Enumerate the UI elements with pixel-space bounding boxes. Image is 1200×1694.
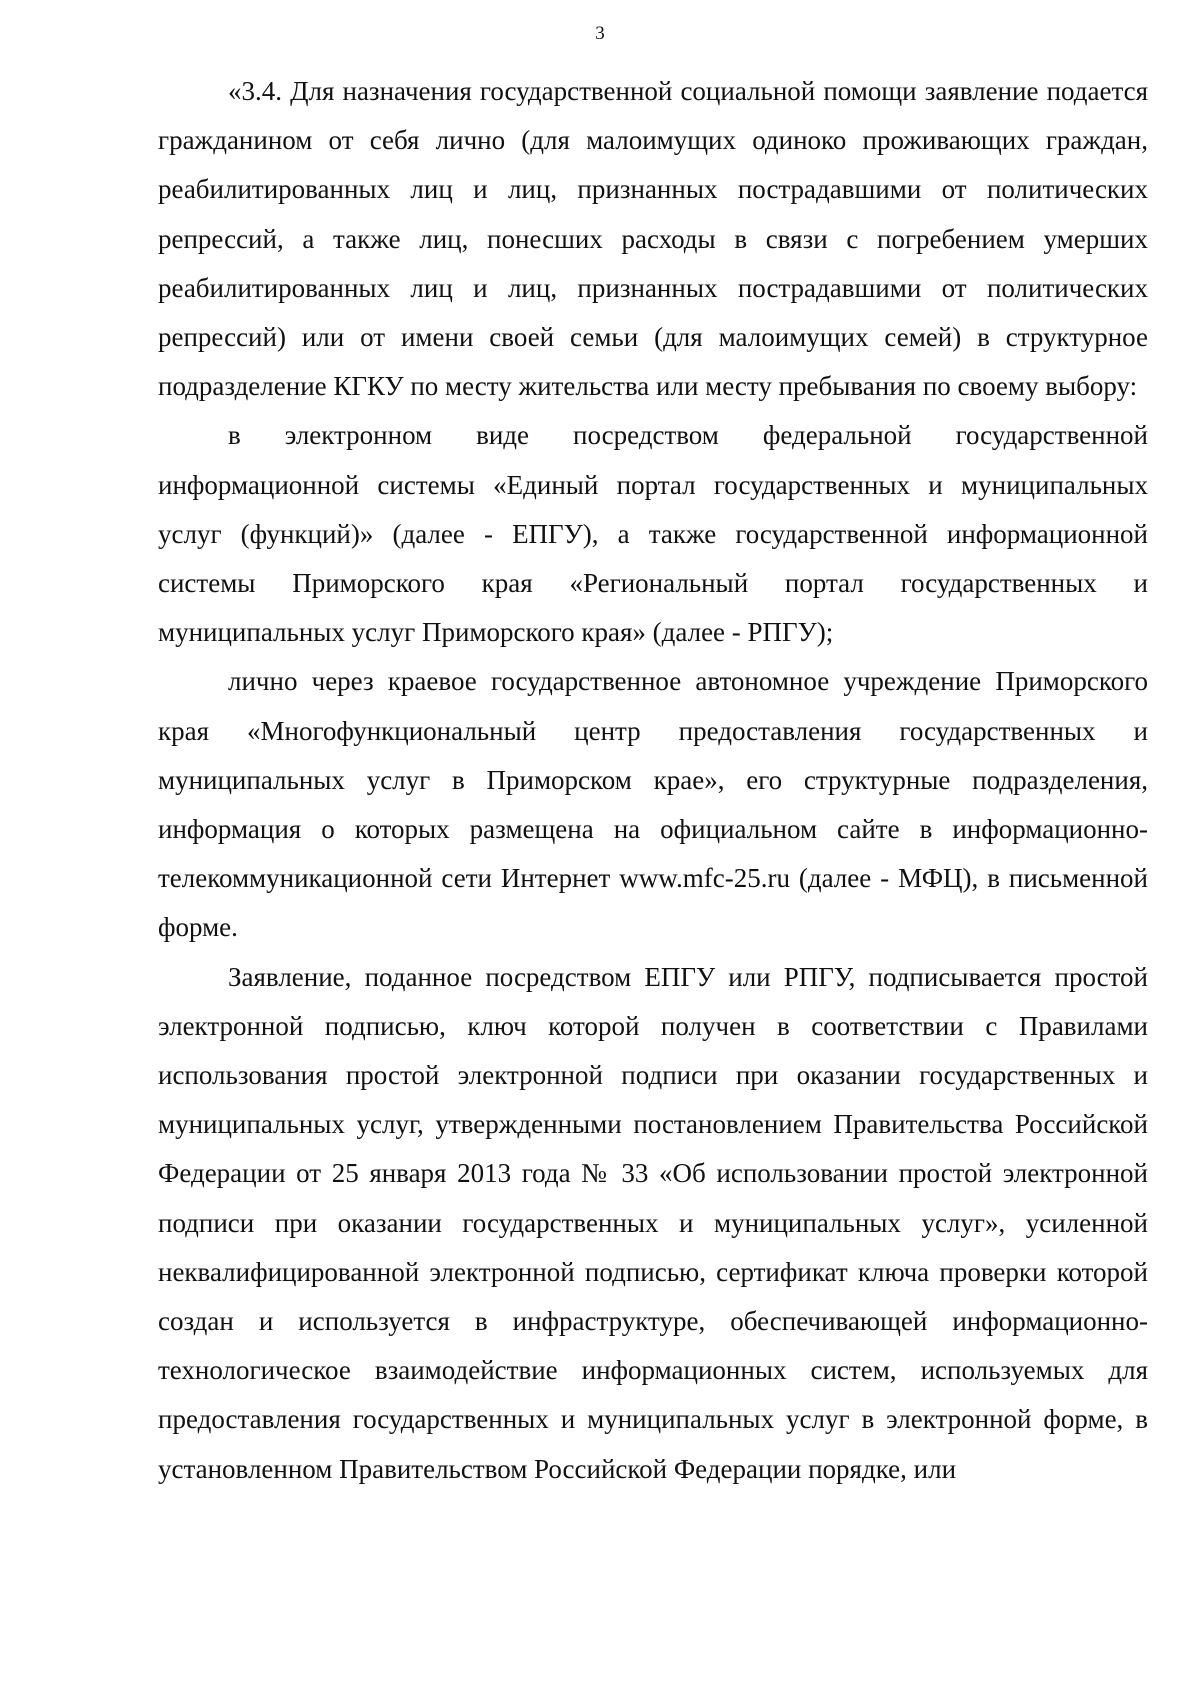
document-body — [158, 67, 1148, 1494]
paragraph-electronic-submission: в электронном виде посредством федеральной государственной информационной системы «Единый портал государственных и муниципальных услуг (функций)» (далее - ЕПГУ), а также государственной информационной системы Приморского края «Региональный портал государственных и муниципальных услуг Приморского края» (далее - РПГУ); — [158, 420, 1148, 648]
paragraph-3-4-intro: «3.4. Для назначения государственной социальной помощи заявление подается гражданином от себя лично (для малоимущих одиноко проживающих граждан, реабилитированных лиц и лиц, признанных пострадавшими от политических репрессий, а также лиц, понесших расходы в связи с погребением умерших реабилитированных лиц и лиц, признанных пострадавшими от политических репрессий) или от имени своей семьи (для малоимущих семей) в структурное подразделение КГКУ по месту жительства или месту пребывания по своему выбору: — [158, 76, 1148, 402]
paragraph-mfc-submission: лично через краевое государственное автономное учреждение Приморского края «Многофункциональный центр предоставления государственных и муниципальных услуг в Приморском крае», его структурные подразделения, информация о которых размещена на официальном сайте в информационно-телекоммуникационной сети Интернет www.mfc-25.ru (далее - МФЦ), в письменной форме. — [158, 666, 1148, 943]
paragraph-electronic-signature: Заявление, поданное посредством ЕПГУ или РПГУ, подписывается простой электронной подписью, ключ которой получен в соответствии с Правилами использования простой электронной подписи при оказании государственных и муниципальных услуг, утвержденными постановлением Правительства Российской Федерации от 25 января 2013 года № 33 «Об использовании простой электронной подписи при оказании государственных и муниципальных услуг», усиленной неквалифицированной электронной подписью, сертификат ключа проверки которой создан и используется в инфраструктуре, обеспечивающей информационно-технологическое взаимодействие информационных систем, используемых для предоставления государственных и муниципальных услуг в электронной форме, в установленном Правительством Российской Федерации порядке, или — [158, 961, 1148, 1484]
page-number: 3 — [595, 23, 605, 44]
